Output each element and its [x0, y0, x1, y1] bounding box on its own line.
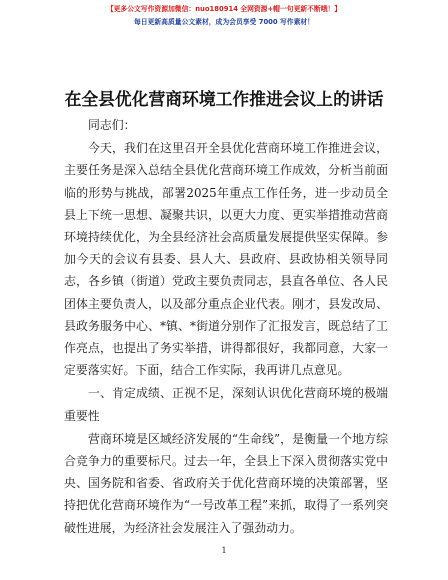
- paragraph-section-1: 营商环境是区域经济发展的“生命线”，是衡量一个地方综合竞争力的重要标尺。过去一年，全县上下深入贯彻落实党中央、国务院和省委、省政府关于优化营商环境的决策部署，坚持把优化营商环境作为“一号改革工程”来抓，取得了一系列突破性进展，为经济社会发展注入了强劲动力。: [64, 431, 388, 535]
- promo-banner-line-2: 每日更新高质量公文素材，成为会员享受 7000 写作素材！: [134, 18, 314, 26]
- page-number: 1: [221, 546, 227, 555]
- section-heading-1: 一、肯定成绩、正视不足，深刻认识优化营商环境的极端重要性: [64, 386, 388, 423]
- promo-banner-line-1: 【更多公文写作资源加微信：nuo180914 全网资源+帽一句更新不断哦！】: [106, 5, 342, 13]
- paragraph-opening: 今天，我们在这里召开全县优化营商环境工作推进会议，主要任务是深入总结全县优化营商环境工作成效，分析当前面临的形势与挑战，部署2025年重点工作任务，进一步动员全县上下统一思想、凝聚共识，以更大力度、更实举措推动营商环境持续优化，为全县经济社会高质量发展提供坚实保障。参加今天的会议有县委、县人大、县政府、县政协相关领导同志，各乡镇（街道）党政主要负责同志，县直各单位、各人民团体主要负责人，以及部分重点企业代表。刚才，县发改局、县政务服务中心、*镇、*街道分别作了汇报发言，既总结了工作亮点，也提出了务实举措，讲得都很好，我都同意，大家一定要落实好。下面，结合工作实际，我再讲几点意见。: [64, 141, 388, 378]
- salutation: 同志们：: [88, 118, 136, 132]
- document-body: [64, 114, 388, 539]
- document-title: 在全县优化营商环境工作推进会议上的讲话: [64, 89, 384, 109]
